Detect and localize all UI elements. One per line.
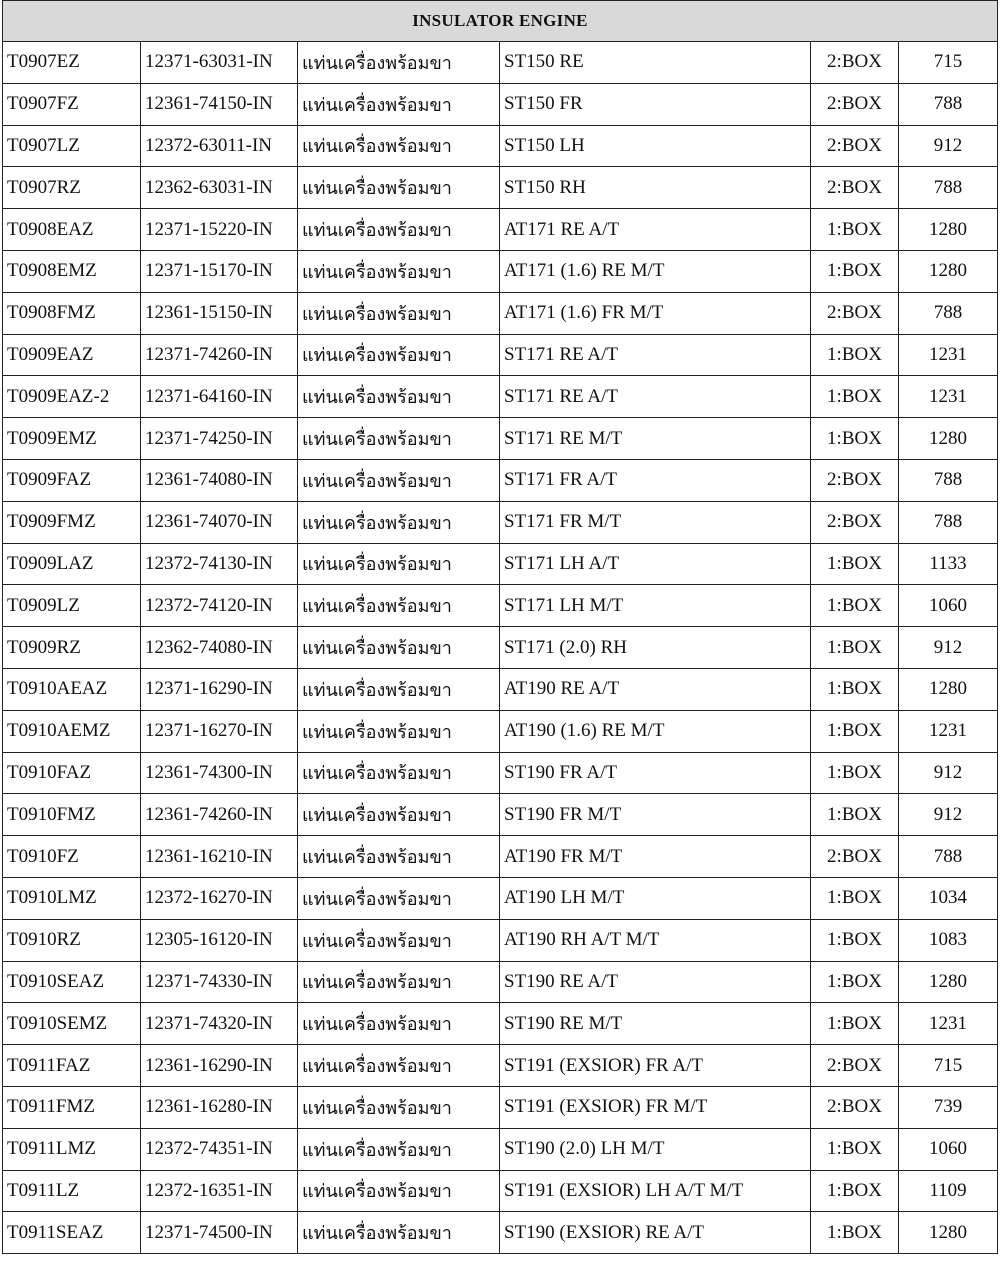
part-number-cell: 12361-74080-IN [141, 459, 298, 501]
item-code-cell: T0911FMZ [3, 1086, 141, 1128]
table-row [3, 877, 998, 919]
pack-qty-cell: 2:BOX [811, 83, 899, 125]
price-cell: 912 [899, 125, 998, 167]
item-code-cell: T0907RZ [3, 167, 141, 209]
item-code-cell: T0910SEAZ [3, 961, 141, 1003]
price-cell: 1133 [899, 543, 998, 585]
item-code-cell: T0909FMZ [3, 501, 141, 543]
table-row [3, 710, 998, 752]
table-row [3, 1212, 998, 1254]
price-cell: 1060 [899, 585, 998, 627]
part-number-cell: 12371-74250-IN [141, 418, 298, 460]
pack-qty-cell: 1:BOX [811, 250, 899, 292]
item-code-cell: T0909LAZ [3, 543, 141, 585]
table-row [3, 334, 998, 376]
model-cell: ST150 RE [500, 42, 811, 84]
part-number-cell: 12371-16270-IN [141, 710, 298, 752]
model-cell: ST190 (2.0) LH M/T [500, 1128, 811, 1170]
description-cell: แท่นเครื่องพร้อมขา [298, 961, 500, 1003]
item-code-cell: T0910FAZ [3, 752, 141, 794]
table-row [3, 501, 998, 543]
item-code-cell: T0908FMZ [3, 292, 141, 334]
table-row [3, 919, 998, 961]
price-cell: 715 [899, 42, 998, 84]
part-number-cell: 12372-16351-IN [141, 1170, 298, 1212]
table-row [3, 1128, 998, 1170]
model-cell: ST150 LH [500, 125, 811, 167]
table-row [3, 627, 998, 669]
pack-qty-cell: 1:BOX [811, 752, 899, 794]
table-row [3, 418, 998, 460]
pack-qty-cell: 2:BOX [811, 836, 899, 878]
table-row [3, 250, 998, 292]
description-cell: แท่นเครื่องพร้อมขา [298, 1170, 500, 1212]
pack-qty-cell: 1:BOX [811, 376, 899, 418]
price-cell: 788 [899, 836, 998, 878]
pack-qty-cell: 1:BOX [811, 1003, 899, 1045]
item-code-cell: T0911LMZ [3, 1128, 141, 1170]
price-cell: 788 [899, 167, 998, 209]
model-cell: ST191 (EXSIOR) FR A/T [500, 1045, 811, 1087]
model-cell: ST190 RE A/T [500, 961, 811, 1003]
item-code-cell: T0910FMZ [3, 794, 141, 836]
description-cell: แท่นเครื่องพร้อมขา [298, 752, 500, 794]
item-code-cell: T0911SEAZ [3, 1212, 141, 1254]
model-cell: AT171 (1.6) FR M/T [500, 292, 811, 334]
item-code-cell: T0910FZ [3, 836, 141, 878]
description-cell: แท่นเครื่องพร้อมขา [298, 125, 500, 167]
description-cell: แท่นเครื่องพร้อมขา [298, 501, 500, 543]
part-number-cell: 12361-74150-IN [141, 83, 298, 125]
model-cell: AT190 FR M/T [500, 836, 811, 878]
table-row [3, 794, 998, 836]
description-cell: แท่นเครื่องพร้อมขา [298, 1086, 500, 1128]
price-cell: 739 [899, 1086, 998, 1128]
description-cell: แท่นเครื่องพร้อมขา [298, 42, 500, 84]
pack-qty-cell: 1:BOX [811, 919, 899, 961]
description-cell: แท่นเครื่องพร้อมขา [298, 334, 500, 376]
price-cell: 715 [899, 1045, 998, 1087]
pack-qty-cell: 2:BOX [811, 459, 899, 501]
item-code-cell: T0910RZ [3, 919, 141, 961]
table-row [3, 836, 998, 878]
item-code-cell: T0910SEMZ [3, 1003, 141, 1045]
price-cell: 1280 [899, 668, 998, 710]
item-code-cell: T0910AEAZ [3, 668, 141, 710]
part-number-cell: 12371-64160-IN [141, 376, 298, 418]
item-code-cell: T0907FZ [3, 83, 141, 125]
pack-qty-cell: 1:BOX [811, 334, 899, 376]
description-cell: แท่นเครื่องพร้อมขา [298, 1003, 500, 1045]
part-number-cell: 12371-74260-IN [141, 334, 298, 376]
parts-table [2, 0, 998, 1254]
pack-qty-cell: 2:BOX [811, 125, 899, 167]
price-cell: 1280 [899, 250, 998, 292]
part-number-cell: 12371-15170-IN [141, 250, 298, 292]
description-cell: แท่นเครื่องพร้อมขา [298, 836, 500, 878]
description-cell: แท่นเครื่องพร้อมขา [298, 668, 500, 710]
table-row [3, 1170, 998, 1212]
table-row [3, 292, 998, 334]
part-number-cell: 12362-63031-IN [141, 167, 298, 209]
model-cell: AT190 RH A/T M/T [500, 919, 811, 961]
description-cell: แท่นเครื่องพร้อมขา [298, 292, 500, 334]
model-cell: ST171 LH M/T [500, 585, 811, 627]
model-cell: ST171 FR M/T [500, 501, 811, 543]
description-cell: แท่นเครื่องพร้อมขา [298, 459, 500, 501]
description-cell: แท่นเครื่องพร้อมขา [298, 794, 500, 836]
pack-qty-cell: 1:BOX [811, 961, 899, 1003]
model-cell: ST171 RE A/T [500, 376, 811, 418]
table-row [3, 668, 998, 710]
table-row [3, 752, 998, 794]
pack-qty-cell: 1:BOX [811, 668, 899, 710]
description-cell: แท่นเครื่องพร้อมขา [298, 1212, 500, 1254]
pack-qty-cell: 2:BOX [811, 1045, 899, 1087]
price-cell: 912 [899, 627, 998, 669]
description-cell: แท่นเครื่องพร้อมขา [298, 250, 500, 292]
price-cell: 1280 [899, 1212, 998, 1254]
model-cell: ST171 FR A/T [500, 459, 811, 501]
part-number-cell: 12361-74300-IN [141, 752, 298, 794]
model-cell: ST171 LH A/T [500, 543, 811, 585]
part-number-cell: 12371-63031-IN [141, 42, 298, 84]
price-cell: 1109 [899, 1170, 998, 1212]
price-cell: 788 [899, 83, 998, 125]
pack-qty-cell: 1:BOX [811, 543, 899, 585]
part-number-cell: 12372-63011-IN [141, 125, 298, 167]
item-code-cell: T0911FAZ [3, 1045, 141, 1087]
price-cell: 1280 [899, 418, 998, 460]
description-cell: แท่นเครื่องพร้อมขา [298, 1045, 500, 1087]
model-cell: AT190 LH M/T [500, 877, 811, 919]
pack-qty-cell: 2:BOX [811, 501, 899, 543]
item-code-cell: T0910LMZ [3, 877, 141, 919]
model-cell: AT190 (1.6) RE M/T [500, 710, 811, 752]
model-cell: ST190 (EXSIOR) RE A/T [500, 1212, 811, 1254]
description-cell: แท่นเครื่องพร้อมขา [298, 627, 500, 669]
part-number-cell: 12372-74351-IN [141, 1128, 298, 1170]
item-code-cell: T0908EMZ [3, 250, 141, 292]
price-cell: 1231 [899, 376, 998, 418]
table-row [3, 1086, 998, 1128]
pack-qty-cell: 2:BOX [811, 42, 899, 84]
part-number-cell: 12371-15220-IN [141, 209, 298, 251]
part-number-cell: 12361-74070-IN [141, 501, 298, 543]
price-list-sheet [2, 0, 997, 1254]
description-cell: แท่นเครื่องพร้อมขา [298, 585, 500, 627]
table-row [3, 459, 998, 501]
part-number-cell: 12361-16280-IN [141, 1086, 298, 1128]
table-row [3, 125, 998, 167]
pack-qty-cell: 2:BOX [811, 167, 899, 209]
pack-qty-cell: 1:BOX [811, 794, 899, 836]
table-row [3, 961, 998, 1003]
model-cell: ST191 (EXSIOR) LH A/T M/T [500, 1170, 811, 1212]
description-cell: แท่นเครื่องพร้อมขา [298, 376, 500, 418]
item-code-cell: T0909FAZ [3, 459, 141, 501]
item-code-cell: T0911LZ [3, 1170, 141, 1212]
description-cell: แท่นเครื่องพร้อมขา [298, 418, 500, 460]
item-code-cell: T0907LZ [3, 125, 141, 167]
part-number-cell: 12361-16290-IN [141, 1045, 298, 1087]
item-code-cell: T0908EAZ [3, 209, 141, 251]
part-number-cell: 12305-16120-IN [141, 919, 298, 961]
part-number-cell: 12372-74120-IN [141, 585, 298, 627]
part-number-cell: 12371-74320-IN [141, 1003, 298, 1045]
description-cell: แท่นเครื่องพร้อมขา [298, 167, 500, 209]
item-code-cell: T0909EMZ [3, 418, 141, 460]
price-cell: 1231 [899, 334, 998, 376]
price-cell: 912 [899, 794, 998, 836]
price-cell: 1231 [899, 710, 998, 752]
item-code-cell: T0909EAZ-2 [3, 376, 141, 418]
table-row [3, 543, 998, 585]
model-cell: ST150 FR [500, 83, 811, 125]
pack-qty-cell: 1:BOX [811, 585, 899, 627]
description-cell: แท่นเครื่องพร้อมขา [298, 877, 500, 919]
table-title-row [3, 1, 998, 42]
pack-qty-cell: 2:BOX [811, 1086, 899, 1128]
table-row [3, 42, 998, 84]
part-number-cell: 12371-16290-IN [141, 668, 298, 710]
part-number-cell: 12362-74080-IN [141, 627, 298, 669]
description-cell: แท่นเครื่องพร้อมขา [298, 209, 500, 251]
model-cell: ST190 RE M/T [500, 1003, 811, 1045]
table-row [3, 376, 998, 418]
pack-qty-cell: 1:BOX [811, 710, 899, 752]
table-title: INSULATOR ENGINE [3, 1, 998, 42]
pack-qty-cell: 1:BOX [811, 1170, 899, 1212]
pack-qty-cell: 1:BOX [811, 1212, 899, 1254]
model-cell: AT190 RE A/T [500, 668, 811, 710]
part-number-cell: 12361-74260-IN [141, 794, 298, 836]
part-number-cell: 12372-74130-IN [141, 543, 298, 585]
pack-qty-cell: 2:BOX [811, 292, 899, 334]
model-cell: ST190 FR M/T [500, 794, 811, 836]
part-number-cell: 12361-16210-IN [141, 836, 298, 878]
price-cell: 1280 [899, 961, 998, 1003]
model-cell: ST191 (EXSIOR) FR M/T [500, 1086, 811, 1128]
item-code-cell: T0909EAZ [3, 334, 141, 376]
table-row [3, 585, 998, 627]
table-body [3, 42, 998, 1254]
pack-qty-cell: 1:BOX [811, 418, 899, 460]
pack-qty-cell: 1:BOX [811, 1128, 899, 1170]
price-cell: 1280 [899, 209, 998, 251]
description-cell: แท่นเครื่องพร้อมขา [298, 710, 500, 752]
price-cell: 1083 [899, 919, 998, 961]
table-row [3, 167, 998, 209]
pack-qty-cell: 1:BOX [811, 877, 899, 919]
model-cell: ST190 FR A/T [500, 752, 811, 794]
description-cell: แท่นเครื่องพร้อมขา [298, 1128, 500, 1170]
price-cell: 788 [899, 459, 998, 501]
item-code-cell: T0909RZ [3, 627, 141, 669]
description-cell: แท่นเครื่องพร้อมขา [298, 83, 500, 125]
model-cell: AT171 (1.6) RE M/T [500, 250, 811, 292]
price-cell: 1231 [899, 1003, 998, 1045]
price-cell: 1060 [899, 1128, 998, 1170]
model-cell: ST171 RE A/T [500, 334, 811, 376]
description-cell: แท่นเครื่องพร้อมขา [298, 543, 500, 585]
model-cell: ST171 RE M/T [500, 418, 811, 460]
pack-qty-cell: 1:BOX [811, 627, 899, 669]
price-cell: 912 [899, 752, 998, 794]
model-cell: ST171 (2.0) RH [500, 627, 811, 669]
item-code-cell: T0909LZ [3, 585, 141, 627]
price-cell: 788 [899, 292, 998, 334]
part-number-cell: 12371-74500-IN [141, 1212, 298, 1254]
item-code-cell: T0910AEMZ [3, 710, 141, 752]
model-cell: ST150 RH [500, 167, 811, 209]
part-number-cell: 12361-15150-IN [141, 292, 298, 334]
table-row [3, 83, 998, 125]
part-number-cell: 12372-16270-IN [141, 877, 298, 919]
table-row [3, 1045, 998, 1087]
price-cell: 788 [899, 501, 998, 543]
price-cell: 1034 [899, 877, 998, 919]
part-number-cell: 12371-74330-IN [141, 961, 298, 1003]
pack-qty-cell: 1:BOX [811, 209, 899, 251]
item-code-cell: T0907EZ [3, 42, 141, 84]
table-row [3, 209, 998, 251]
model-cell: AT171 RE A/T [500, 209, 811, 251]
table-row [3, 1003, 998, 1045]
description-cell: แท่นเครื่องพร้อมขา [298, 919, 500, 961]
